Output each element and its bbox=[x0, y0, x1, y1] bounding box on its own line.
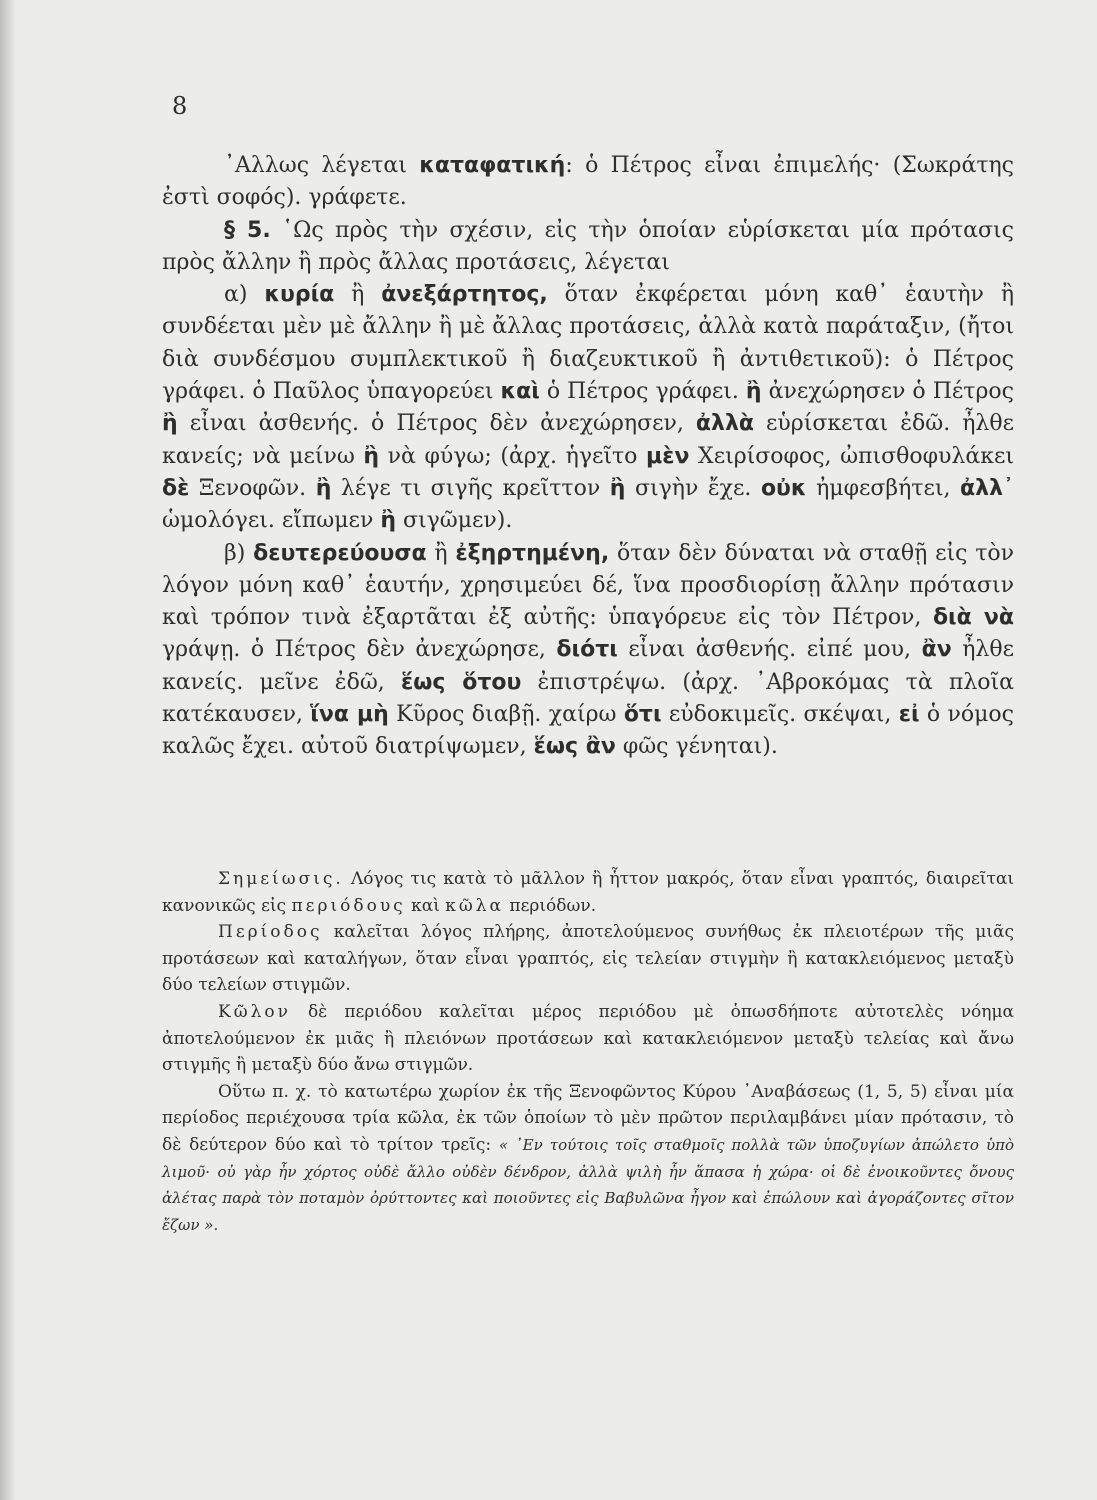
text-run: ἦλθε κανείς. μεῖνε ἐδῶ, bbox=[162, 637, 1014, 695]
text-run: ὁ Πέτρος γράφει. bbox=[539, 379, 746, 405]
note-example bbox=[162, 1079, 1014, 1239]
bold-conjunction: ἢ bbox=[162, 411, 178, 437]
text-run: ὡμολόγει. εἴπωμεν bbox=[162, 508, 381, 534]
bold-term: ἐξηρτημένη, bbox=[455, 540, 610, 566]
bold-conjunction: δὲ bbox=[162, 475, 190, 501]
paragraph-subordinate-clause bbox=[162, 538, 1014, 764]
text-run: λέγε τι σιγῆς κρεῖττον bbox=[331, 475, 610, 501]
notes-section bbox=[162, 866, 1014, 1238]
text-run: ῾Ως πρὸς τὴν σχέσιν, εἰς τὴν ὁποίαν εὑρίσκεται μία πρότασις πρὸς ἄλλην ἢ πρὸς ἄλλας προτάσεις, λέγεται bbox=[162, 217, 1014, 275]
bold-conjunction: ἕως ἂν bbox=[533, 734, 616, 760]
bold-conjunction: ἂν bbox=[921, 637, 952, 663]
bold-conjunction: ὅτι bbox=[623, 702, 662, 728]
text-run: ᾽Αλλως λέγεται bbox=[224, 153, 420, 178]
section-number: § 5. bbox=[224, 217, 271, 243]
text-run: Ξενοφῶν. bbox=[189, 475, 316, 501]
spaced-term: Περίοδος bbox=[218, 922, 323, 943]
bold-conjunction: ἢ bbox=[315, 475, 332, 501]
bold-conjunction: ἢ bbox=[609, 475, 626, 501]
text-run: Κῦρος διαβῇ. χαίρω bbox=[388, 702, 624, 728]
xenophon-quote: « ᾽Εν τούτοις τοῖς σταθμοῖς πολλὰ τῶν ὑποζυγίων ἀπώλετο ὑπὸ λιμοῦ· οὐ γὰρ ἦν χόρτος οὐδὲ ἄλλο οὐδὲν δένδρον, ἀλλὰ ψιλὴ ἦν ἅπασα ἡ χώρα· οἱ δὲ ἐνοικοῦντες ὄνους ἀλέτας παρὰ τὸν ποταμὸν ὀρύττοντες καὶ ποιοῦντες εἰς Βαβυλῶνα ἦγον καὶ ἐπώλουν καὶ ἀγοράζοντες σῖτον ἔζων ». bbox=[162, 1135, 1014, 1234]
spaced-term: περιόδους bbox=[291, 895, 406, 916]
spaced-term: κῶλα bbox=[445, 895, 505, 916]
text-run: ἠμφεσβήτει, bbox=[806, 475, 961, 501]
text-run: σιγῶμεν). bbox=[396, 508, 513, 534]
text-run: δὲ περιόδου καλεῖται μέρος περιόδου μὲ ὁπωσδήποτε αὐτοτελὲς νόημα ἀποτελούμενον ἐκ μιᾶς ἢ πλειόνων προτάσεων καὶ κατακλειόμενον μεταξὺ τελείας καὶ ἄνω στιγμῆς ἢ μεταξὺ δύο ἄνω στιγμῶν. bbox=[162, 1001, 1014, 1076]
text-run: α) bbox=[224, 282, 265, 308]
text-run: νὰ φύγω; (ἀρχ. ἡγεῖτο bbox=[379, 443, 647, 469]
text-run: ὁ νόμος καλῶς ἔχει. αὐτοῦ διατρίψωμεν, bbox=[162, 702, 1014, 760]
text-run: Λόγος τις κατὰ τὸ μᾶλλον ἢ ἧττον μακρός, ὅταν εἶναι γραπτός, διαιρεῖται κανονικῶς εἰς bbox=[162, 869, 1014, 916]
example-text: : ὁ Πέτρος εἶναι ἐπιμελής· (Σωκράτης ἐστὶ σοφός). γράφετε. bbox=[162, 153, 1014, 211]
text-run: σιγὴν ἔχε. bbox=[625, 475, 761, 501]
bold-conjunction: ἀλλ᾽ bbox=[960, 475, 1014, 501]
bold-conjunction: οὐκ bbox=[760, 475, 807, 501]
bold-conjunction: διὰ νὰ bbox=[932, 605, 1015, 631]
note-remark bbox=[162, 866, 1014, 919]
bold-conjunction: ἢ bbox=[363, 443, 380, 469]
text-run: καλεῖται λόγος πλήρης, ἀποτελούμενος συνήθως ἐκ πλειοτέρων τῆς μιᾶς προτάσεων καὶ καταλήγων, ὅταν εἶναι γραπτός, εἰς τελείαν στιγμὴν ἢ κατακλειόμενος μεταξὺ δύο τελείων στιγμῶν. bbox=[162, 922, 1014, 996]
paragraph-section-5 bbox=[162, 215, 1014, 280]
bold-conjunction: ἵνα μὴ bbox=[310, 702, 389, 728]
text-run: εὑρίσκεται ἐδῶ. ἦλθε κανείς; νὰ μείνω bbox=[162, 411, 1014, 469]
spaced-term: Κῶλον bbox=[218, 1001, 291, 1022]
text-run: ἢ bbox=[334, 282, 382, 308]
bold-conjunction: διότι bbox=[556, 637, 618, 663]
bold-conjunction: ἢ bbox=[745, 379, 762, 405]
text-run: περιόδων. bbox=[504, 895, 597, 916]
bold-conjunction: ἢ bbox=[380, 508, 396, 534]
paragraph-affirmative bbox=[162, 150, 1014, 215]
page-edge-shadow bbox=[0, 0, 16, 1500]
bold-term: καταφατική bbox=[419, 153, 566, 178]
text-run: φῶς γένηται). bbox=[615, 734, 778, 760]
text-run: ἢ bbox=[426, 540, 456, 566]
bold-term: δευτερεύουσα bbox=[253, 540, 427, 566]
bold-term: ἀνεξάρτητος, bbox=[381, 282, 548, 308]
text-run: εἶναι ἀσθενής. ὁ Πέτρος δὲν ἀνεχώρησεν, bbox=[177, 411, 696, 437]
spaced-term: Σημείωσις. bbox=[218, 869, 344, 889]
text-run: εἶναι ἀσθενής. εἰπέ μου, bbox=[617, 637, 922, 663]
bold-conjunction: καὶ bbox=[500, 379, 540, 405]
main-text bbox=[162, 150, 1014, 764]
text-run: Οὕτω π. χ. τὸ κατωτέρω χωρίον ἐκ τῆς Ξενοφῶντος Κύρου ᾽Αναβάσεως (1, 5, 5) εἶναι μία περίοδος περιέχουσα τρία κῶλα, ἐκ τῶν ὁποίων τὸ μὲν πρῶτον περιλαμβάνει μίαν πρότασιν, τὸ δὲ δεύτερον δύο καὶ τὸ τρίτον τρεῖς: bbox=[162, 1081, 1014, 1155]
bold-conjunction: ἀλλὰ bbox=[695, 411, 754, 437]
text-run: ἀνεχώρησεν ὁ Πέτρος bbox=[761, 379, 1014, 405]
note-colon bbox=[162, 999, 1014, 1079]
bold-conjunction: μὲν bbox=[646, 443, 690, 469]
text-run: β) bbox=[224, 540, 254, 566]
text-run: καὶ bbox=[405, 895, 446, 916]
text-run: γράψῃ. ὁ Πέτρος δὲν ἀνεχώρησε, bbox=[162, 637, 557, 663]
page-number: 8 bbox=[172, 92, 188, 120]
text-run: ὅταν ἐκφέρεται μόνη καθ᾽ ἑαυτὴν ἢ συνδέεται μὲν μὲ ἄλλην ἢ μὲ ἄλλας προτάσεις, ἀλλὰ κατὰ παράταξιν, (ἤτοι διὰ συνδέσμου συμπλεκτικοῦ ἢ διαζευκτικοῦ ἢ ἀντιθετικοῦ): ὁ Πέτρος γράφει. ὁ Παῦλος ὑπαγορεύει bbox=[162, 282, 1014, 405]
text-run: Χειρίσοφος, ὠπισθοφυλάκει bbox=[689, 443, 1014, 469]
bold-term: κυρία bbox=[264, 282, 335, 308]
paragraph-main-clause bbox=[162, 279, 1014, 537]
note-period bbox=[162, 919, 1014, 999]
text-run: ὅταν δὲν δύναται νὰ σταθῇ εἰς τὸν λόγον μόνη καθ᾽ ἑαυτήν, χρησιμεύει δέ, ἵνα προσδιορίσῃ ἄλλην πρότασιν καὶ τρόπον τινὰ ἐξαρτᾶται ἐξ αὐτῆς: ὑπαγόρευε εἰς τὸν Πέτρον, bbox=[162, 540, 1014, 631]
text-run: εὐδοκιμεῖς. σκέψαι, bbox=[661, 702, 899, 728]
bold-conjunction: ἕως ὅτου bbox=[400, 669, 522, 695]
bold-conjunction: εἰ bbox=[898, 702, 920, 728]
text-run: ἐπιστρέψω. (ἀρχ. ᾽Αβροκόμας τὰ πλοῖα κατέκαυσεν, bbox=[162, 669, 1015, 728]
